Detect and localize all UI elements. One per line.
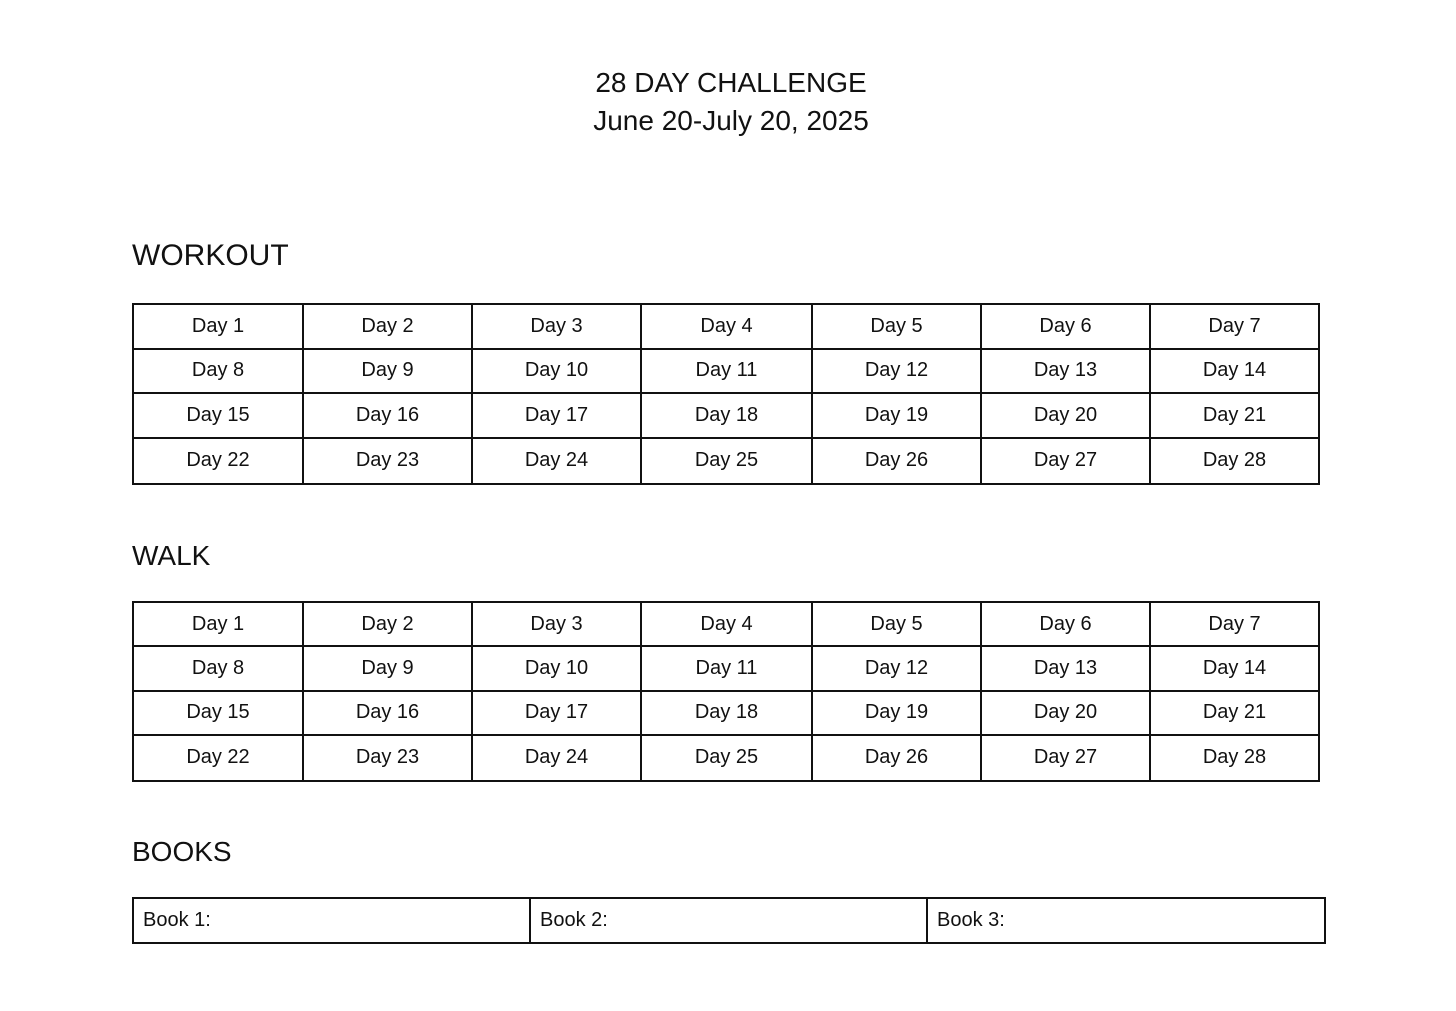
walk-day-3-cell[interactable]: Day 3 xyxy=(473,603,642,647)
walk-day-13-cell[interactable]: Day 13 xyxy=(982,647,1151,691)
workout-day-28-cell[interactable]: Day 28 xyxy=(1202,449,1267,472)
walk-day-2-cell[interactable]: Day 2 xyxy=(304,603,473,647)
walk-day-25-cell[interactable]: Day 25 xyxy=(642,736,813,780)
workout-day-17-cell[interactable]: Day 17 xyxy=(473,394,642,439)
page-title: 28 DAY CHALLENGE xyxy=(595,67,867,98)
workout-day-12-cell[interactable]: Day 12 xyxy=(813,350,982,395)
walk-day-23-cell[interactable]: Day 23 xyxy=(304,736,473,780)
walk-day-5-cell[interactable]: Day 5 xyxy=(813,603,982,647)
workout-tracker-table xyxy=(132,303,1320,485)
walk-day-12-cell[interactable]: Day 12 xyxy=(813,647,982,691)
walk-day-9-cell[interactable]: Day 9 xyxy=(304,647,473,691)
walk-day-7-cell[interactable]: Day 7 xyxy=(1151,603,1318,647)
workout-day-18-cell[interactable]: Day 18 xyxy=(642,394,813,439)
workout-day-1-cell[interactable]: Day 1 xyxy=(134,305,304,350)
walk-day-4-cell[interactable]: Day 4 xyxy=(642,603,813,647)
walk-day-1-cell[interactable]: Day 1 xyxy=(134,603,304,647)
workout-day-6-cell[interactable]: Day 6 xyxy=(982,305,1151,350)
walk-day-18-cell[interactable]: Day 18 xyxy=(642,692,813,736)
walk-day-26-cell[interactable]: Day 26 xyxy=(813,736,982,780)
walk-tracker-table xyxy=(132,601,1320,782)
workout-day-26-cell[interactable]: Day 26 xyxy=(813,439,982,484)
walk-day-20-cell[interactable]: Day 20 xyxy=(982,692,1151,736)
workout-day-22-cell[interactable]: Day 22 xyxy=(134,439,304,484)
book-1-field[interactable]: Book 1: xyxy=(134,899,531,942)
walk-day-10-cell[interactable]: Day 10 xyxy=(473,647,642,691)
workout-day-7-cell[interactable]: Day 7 xyxy=(1151,305,1318,350)
workout-day-23-cell[interactable]: Day 23 xyxy=(304,439,473,484)
workout-day-9-cell[interactable]: Day 9 xyxy=(304,350,473,395)
walk-day-19-cell[interactable]: Day 19 xyxy=(813,692,982,736)
workout-day-14-cell[interactable]: Day 14 xyxy=(1151,350,1318,395)
workout-day-3-cell[interactable]: Day 3 xyxy=(473,305,642,350)
workout-day-24-cell[interactable]: Day 24 xyxy=(473,439,642,484)
workout-day-21-cell[interactable]: Day 21 xyxy=(1151,394,1318,439)
books-heading: BOOKS xyxy=(132,836,232,867)
walk-day-22-cell[interactable]: Day 22 xyxy=(134,736,304,780)
workout-day-8-cell[interactable]: Day 8 xyxy=(134,350,304,395)
walk-day-14-cell[interactable]: Day 14 xyxy=(1151,647,1318,691)
books-table xyxy=(132,897,1326,944)
workout-day-20-cell[interactable]: Day 20 xyxy=(982,394,1151,439)
workout-day-5-cell[interactable]: Day 5 xyxy=(813,305,982,350)
challenge-dates: June 20-July 20, 2025 xyxy=(593,105,869,136)
workout-day-4-cell[interactable]: Day 4 xyxy=(642,305,813,350)
workout-day-16-cell[interactable]: Day 16 xyxy=(304,394,473,439)
walk-day-21-cell[interactable]: Day 21 xyxy=(1151,692,1318,736)
book-2-field[interactable]: Book 2: xyxy=(531,899,928,942)
walk-heading: WALK xyxy=(132,540,211,571)
workout-day-19-cell[interactable]: Day 19 xyxy=(813,394,982,439)
workout-day-13-cell[interactable]: Day 13 xyxy=(982,350,1151,395)
workout-day-10-cell[interactable]: Day 10 xyxy=(473,350,642,395)
workout-day-27-cell[interactable]: Day 27 xyxy=(982,439,1151,484)
walk-day-15-cell[interactable]: Day 15 xyxy=(134,692,304,736)
workout-day-11-cell[interactable]: Day 11 xyxy=(642,350,813,395)
workout-heading: WORKOUT xyxy=(132,239,289,272)
walk-day-6-cell[interactable]: Day 6 xyxy=(982,603,1151,647)
walk-day-11-cell[interactable]: Day 11 xyxy=(642,647,813,691)
walk-day-16-cell[interactable]: Day 16 xyxy=(304,692,473,736)
workout-day-25-cell[interactable]: Day 25 xyxy=(642,439,813,484)
walk-day-24-cell[interactable]: Day 24 xyxy=(473,736,642,780)
walk-day-28-cell[interactable]: Day 28 xyxy=(1202,746,1267,769)
walk-day-17-cell[interactable]: Day 17 xyxy=(473,692,642,736)
workout-day-15-cell[interactable]: Day 15 xyxy=(134,394,304,439)
book-3-field[interactable]: Book 3: xyxy=(937,909,1005,931)
walk-day-8-cell[interactable]: Day 8 xyxy=(134,647,304,691)
workout-day-2-cell[interactable]: Day 2 xyxy=(304,305,473,350)
walk-day-27-cell[interactable]: Day 27 xyxy=(982,736,1151,780)
